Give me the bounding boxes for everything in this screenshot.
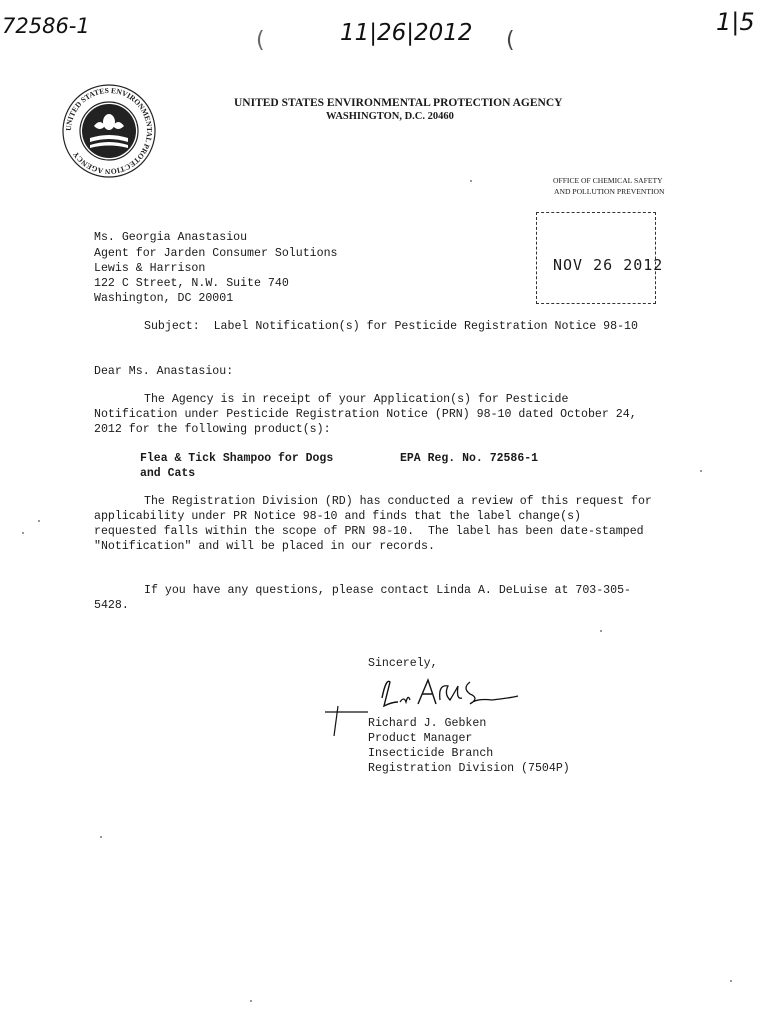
signer-title: Product Manager xyxy=(368,732,473,745)
signer-name: Richard J. Gebken xyxy=(368,717,487,730)
seal-text: UNITED STATES ENVIRONMENTAL PROTECTION AGENCY xyxy=(63,85,155,177)
agency-city: WASHINGTON, D.C. 20460 xyxy=(326,111,454,122)
paragraph-1-line-2: Notification under Pesticide Registration Notice (PRN) 98-10 dated October 24, xyxy=(94,408,637,421)
stamp-date: NOV 26 2012 xyxy=(553,256,664,274)
paragraph-3-line-1: If you have any questions, please contact Linda A. DeLuise at 703-305- xyxy=(144,584,632,597)
handwritten-page-count: 1|5 xyxy=(716,8,755,36)
signer-branch: Insecticide Branch xyxy=(368,747,494,760)
handwritten-date: 11|26|2012 xyxy=(340,20,473,46)
scan-speck xyxy=(730,980,732,982)
recipient-street: 122 C Street, N.W. Suite 740 xyxy=(94,277,289,290)
scan-speck xyxy=(600,630,602,632)
recipient-name: Ms. Georgia Anastasiou xyxy=(94,231,248,244)
scan-speck xyxy=(38,520,40,522)
scan-mark-right: ( xyxy=(506,28,515,53)
product-name-line-1: Flea & Tick Shampoo for Dogs xyxy=(140,452,334,465)
recipient-agent: Agent for Jarden Consumer Solutions xyxy=(94,247,338,260)
signer-division: Registration Division (7504P) xyxy=(368,762,570,775)
scan-speck xyxy=(100,836,102,838)
paragraph-2-line-3: requested falls within the scope of PRN 98-10. The label has been date-stamped xyxy=(94,525,644,538)
paragraph-3-line-2: 5428. xyxy=(94,599,129,612)
paragraph-2-line-1: The Registration Division (RD) has conducted a review of this request for xyxy=(144,495,652,508)
office-line-2: AND POLLUTION PREVENTION xyxy=(554,187,665,196)
handwritten-file-number: 72586-1 xyxy=(2,14,90,38)
product-registration-number: EPA Reg. No. 72586-1 xyxy=(400,452,539,465)
epa-seal xyxy=(60,82,158,180)
paragraph-2-line-2: applicability under PR Notice 98-10 and finds that the label change(s) xyxy=(94,510,582,523)
paragraph-2-line-4: "Notification" and will be placed in our records. xyxy=(94,540,435,553)
scan-speck xyxy=(700,470,702,472)
subject-line: Subject: Label Notification(s) for Pesticide Registration Notice 98-10 xyxy=(144,320,638,333)
office-line-1: OFFICE OF CHEMICAL SAFETY xyxy=(553,176,663,185)
paragraph-1-line-3: 2012 for the following product(s): xyxy=(94,423,331,436)
agency-name: UNITED STATES ENVIRONMENTAL PROTECTION AGENCY xyxy=(234,97,563,109)
paragraph-1-line-1: The Agency is in receipt of your Application(s) for Pesticide xyxy=(144,393,569,406)
closing: Sincerely, xyxy=(368,657,438,670)
scan-speck xyxy=(250,1000,252,1002)
recipient-city: Washington, DC 20001 xyxy=(94,292,234,305)
scan-speck xyxy=(470,180,472,182)
received-stamp xyxy=(536,212,664,304)
salutation: Dear Ms. Anastasiou: xyxy=(94,365,234,378)
product-name-line-2: and Cats xyxy=(140,467,196,480)
scan-mark-left: ( xyxy=(256,28,265,53)
scan-speck xyxy=(22,532,24,534)
recipient-firm: Lewis & Harrison xyxy=(94,262,206,275)
